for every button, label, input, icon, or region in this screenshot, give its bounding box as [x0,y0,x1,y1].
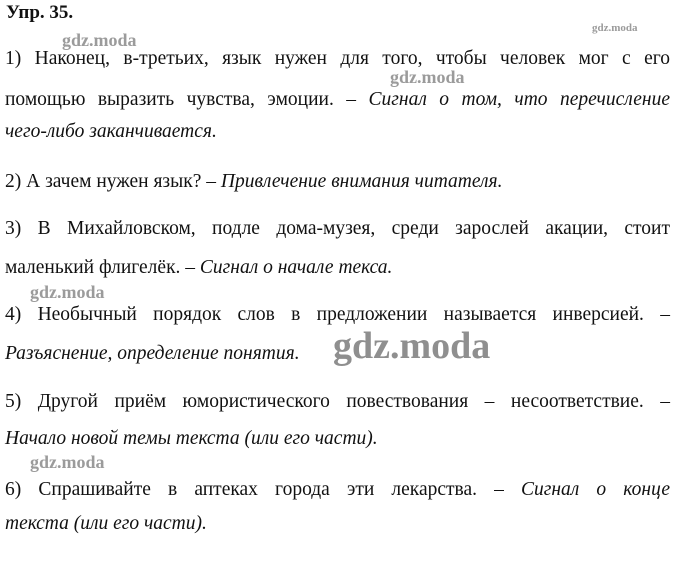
answer-item-3-line-2 [5,256,392,280]
answer-item-5-line-2 [5,427,378,451]
watermark-text: gdz.moda [390,67,465,87]
sentence-text: В Михайловском, подле дома-музея, среди зарослей акации, стоит [37,218,671,239]
answer-item-3-line-1 [5,217,670,241]
explanation-text: Разъяснение, определение понятия. [5,343,300,364]
explanation-text: Начало новой темы текста (или его части). [5,428,378,449]
answer-item-6-line-1 [5,478,670,502]
sentence-text: маленький флигелёк. – [5,257,200,278]
sentence-text: Необычный порядок слов в предложении называется инверсией. – [37,304,670,325]
watermark-text: gdz.moda [30,282,105,302]
answer-item-1-line-3 [5,120,217,144]
answer-item-6-line-2 [5,512,207,536]
explanation-text: Сигнал о начале текса. [199,257,393,278]
sentence-text: Наконец, в-третьих, язык нужен для того, чтобы человек мог с его [34,48,671,69]
explanation-text: текста (или его части). [5,513,207,534]
exercise-title: Упр. 35. [6,2,74,23]
item-number: 6) [5,479,22,500]
item-number: 2) [5,171,22,192]
item-number: 5) [5,391,22,412]
answer-item-1-line-2 [5,88,670,112]
item-number: 1) [5,48,22,69]
answer-item-4-line-1 [5,303,670,327]
watermark-text: gdz.moda [62,30,137,50]
watermark-text: gdz.moda [333,325,491,367]
explanation-text: чего-либо заканчивается. [5,121,217,142]
explanation-text: Сигнал о конце [521,479,670,500]
watermark-text: gdz.moda [592,22,638,34]
answer-item-5-line-1 [5,390,670,414]
sentence-text: Спрашивайте в аптеках города эти лекарства. – [38,479,522,500]
answer-item-2-line-1 [5,170,502,194]
item-number: 4) [5,304,22,325]
explanation-text: Привлечение внимания читателя. [220,171,503,192]
answer-item-4-line-2 [5,342,300,366]
explanation-text: Сигнал о том, что перечисление [368,89,670,110]
sentence-text: помощью выразить чувства, эмоции. – [5,89,369,110]
item-number: 3) [5,218,22,239]
sentence-text: Другой приём юмористического повествования – несоответствие. – [37,391,671,412]
sentence-text: А зачем нужен язык? – [26,171,221,192]
answer-item-1-line-1 [5,47,670,71]
watermark-text: gdz.moda [30,452,105,472]
